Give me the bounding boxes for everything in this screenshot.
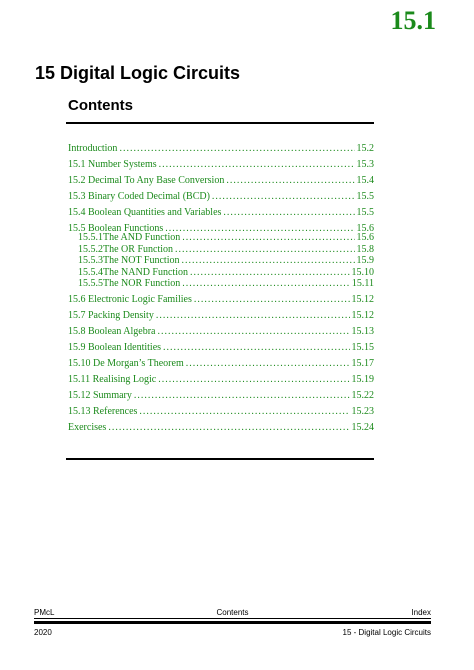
toc-link-summary[interactable] [68, 390, 374, 402]
leader-dots [182, 278, 350, 290]
leader-dots [108, 422, 349, 434]
toc-link-realising-logic[interactable] [68, 374, 374, 386]
footer-year: 2020 [34, 628, 52, 637]
toc-link-number-systems[interactable] [68, 159, 374, 171]
leader-dots [163, 342, 349, 354]
footer-rule-thin [34, 618, 431, 619]
toc-label: The NOR Function [103, 278, 181, 289]
toc-page: 15.2 [356, 143, 374, 154]
leader-dots [194, 294, 350, 306]
toc-link-introduction[interactable] [68, 143, 374, 155]
toc-page: 15.5 [356, 207, 374, 218]
toc-page: 15.15 [351, 341, 374, 353]
toc-page: 15.11 [351, 278, 374, 289]
toc-label: 15.11 Realising Logic [68, 373, 157, 385]
toc-page: 15.12 [351, 309, 374, 321]
toc-page: 15.8 [356, 243, 374, 255]
footer-chapter: 15 - Digital Logic Circuits [342, 628, 431, 637]
toc-page: 15.4 [356, 175, 374, 186]
toc-label: 15.7 Packing Density [68, 309, 154, 321]
toc-link-bcd[interactable] [68, 191, 374, 203]
toc-sub-number: 15.5.5 [78, 278, 103, 289]
leader-dots [190, 267, 350, 279]
toc-page: 15.10 [351, 266, 374, 278]
toc-link-nor-function[interactable] [68, 278, 374, 290]
toc-label: Introduction [68, 143, 118, 154]
toc-page: 15.6 [356, 232, 374, 243]
toc-label: The NOT Function [103, 255, 180, 266]
toc-label: 15.8 Boolean Algebra [68, 325, 156, 337]
toc-link-or-function[interactable] [68, 244, 374, 256]
footer-rule-thick [34, 621, 431, 624]
leader-dots [159, 159, 355, 171]
footer-contents-link[interactable]: Contents [216, 608, 249, 617]
toc-link-logic-families[interactable] [68, 294, 374, 306]
toc-link-packing-density[interactable] [68, 310, 374, 322]
leader-dots [134, 390, 350, 402]
toc-group-boolean-functions [68, 223, 374, 290]
toc-page: 15.19 [351, 373, 374, 385]
toc-link-decimal-conversion[interactable] [68, 175, 374, 187]
toc-page: 15.22 [351, 389, 374, 401]
toc-label: 15.3 Binary Coded Decimal (BCD) [68, 191, 210, 202]
toc-sub-number: 15.5.2 [78, 243, 103, 255]
toc-sub-number: 15.5.4 [78, 266, 103, 278]
leader-dots [119, 143, 354, 155]
toc-page: 15.3 [356, 159, 374, 170]
toc-label: The OR Function [103, 243, 173, 255]
toc-link-boolean-quantities[interactable] [68, 207, 374, 219]
leader-dots [182, 232, 354, 244]
leader-dots [156, 310, 350, 322]
toc-link-references[interactable] [68, 406, 374, 418]
leader-dots [158, 374, 349, 386]
toc-label: 15.6 Electronic Logic Families [68, 293, 192, 305]
toc-page: 15.23 [351, 405, 374, 417]
toc-page: 15.5 [356, 191, 374, 202]
toc-page: 15.24 [351, 421, 374, 433]
contents-top-rule [66, 122, 374, 124]
leader-dots [139, 406, 349, 418]
leader-dots [212, 191, 355, 203]
toc-label: 15.1 Number Systems [68, 159, 157, 170]
page-number: 15.1 [390, 6, 436, 35]
toc-label: 15.4 Boolean Quantities and Variables [68, 207, 222, 218]
toc-label: 15.5 Boolean Functions [68, 223, 164, 234]
toc-label: 15.10 De Morgan’s Theorem [68, 357, 184, 369]
contents-heading: Contents [68, 97, 133, 114]
leader-dots [175, 244, 355, 256]
toc-sub-number: 15.5.1 [78, 232, 103, 243]
toc-page: 15.6 [356, 223, 374, 234]
toc-page: 15.17 [351, 357, 374, 369]
toc-link-boolean-algebra[interactable] [68, 326, 374, 338]
chapter-title: 15 Digital Logic Circuits [35, 63, 241, 83]
toc-sub-number: 15.5.3 [78, 255, 103, 266]
toc-label: 15.12 Summary [68, 389, 132, 401]
toc-page: 15.12 [351, 293, 374, 305]
toc-label: 15.13 References [68, 405, 138, 417]
toc-label: 15.9 Boolean Identities [68, 341, 162, 353]
toc-page: 15.13 [351, 325, 374, 337]
toc-subsection-list [68, 232, 374, 290]
toc-link-de-morgans-theorem[interactable] [68, 358, 374, 370]
toc-link-and-function[interactable] [68, 232, 374, 244]
toc-label: The AND Function [103, 232, 181, 243]
toc-label: The NAND Function [103, 266, 188, 278]
leader-dots [223, 207, 354, 219]
table-of-contents [68, 143, 374, 438]
toc-link-boolean-identities[interactable] [68, 342, 374, 354]
leader-dots [186, 358, 350, 370]
leader-dots [157, 326, 349, 338]
footer-index-link[interactable]: Index [411, 608, 431, 617]
contents-bottom-rule [66, 458, 374, 460]
toc-page: 15.9 [356, 255, 374, 266]
toc-label: 15.2 Decimal To Any Base Conversion [68, 175, 225, 186]
footer-author: PMcL [34, 608, 55, 617]
toc-link-exercises[interactable] [68, 422, 374, 434]
leader-dots [226, 175, 354, 187]
leader-dots [181, 255, 354, 267]
toc-link-not-function[interactable] [68, 255, 374, 267]
toc-link-nand-function[interactable] [68, 267, 374, 279]
toc-label: Exercises [68, 421, 107, 433]
